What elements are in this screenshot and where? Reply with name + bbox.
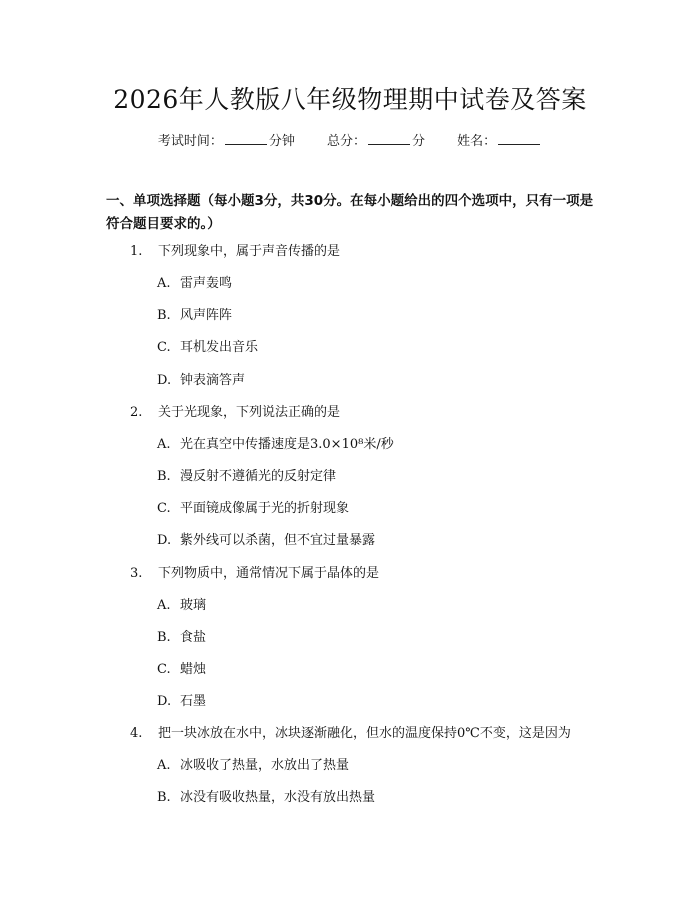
- question-stem: 把一块冰放在水中，冰块逐渐融化，但水的温度保持0℃不变，这是因为: [158, 726, 571, 742]
- answer-option: [0, 690, 700, 722]
- total-score-field: [327, 134, 429, 149]
- question-list: [0, 240, 700, 819]
- option-letter: A.: [157, 597, 171, 613]
- option-text: 紫外线可以杀菌，但不宜过量暴露: [180, 533, 376, 549]
- question-number: 2.: [130, 404, 143, 420]
- answer-option: [0, 626, 700, 658]
- option-text: 玻璃: [180, 597, 207, 613]
- answer-option: [0, 529, 700, 561]
- option-text: 冰吸收了热量，水放出了热量: [180, 758, 350, 774]
- option-text: 蜡烛: [180, 661, 207, 677]
- answer-option: [0, 465, 700, 497]
- option-letter: A.: [157, 276, 171, 291]
- option-letter: C.: [157, 340, 171, 356]
- option-text: 食盐: [180, 629, 207, 645]
- option-text: 风声阵阵: [180, 308, 233, 324]
- student-name-blank: [498, 132, 540, 145]
- question-number: 3.: [130, 565, 143, 581]
- question-number: 4.: [130, 726, 143, 742]
- answer-option: [0, 658, 700, 690]
- total-score-unit: 分: [412, 134, 426, 149]
- exam-time-blank: [225, 132, 267, 145]
- option-letter: D.: [157, 694, 172, 710]
- question-4: [0, 722, 700, 754]
- student-name-field: [457, 134, 542, 149]
- option-letter: C.: [157, 501, 171, 517]
- question-stem: 下列物质中，通常情况下属于晶体的是: [158, 565, 380, 581]
- question-number: 1.: [130, 244, 143, 259]
- answer-option: [0, 369, 700, 401]
- answer-option: [0, 433, 700, 465]
- option-text: 冰没有吸收热量，水没有放出热量: [180, 790, 376, 806]
- option-text: 耳机发出音乐: [180, 340, 259, 356]
- option-letter: B.: [157, 468, 171, 484]
- option-text: 石墨: [180, 694, 207, 710]
- question-stem: 下列现象中，属于声音传播的是: [158, 244, 341, 259]
- option-text: 钟表滴答声: [180, 372, 246, 388]
- answer-option: [0, 304, 700, 336]
- page-title: 2026年人教版八年级物理期中试卷及答案: [113, 85, 587, 114]
- answer-option: [0, 754, 700, 786]
- option-text: 漫反射不遵循光的反射定律: [180, 468, 337, 484]
- total-score-label: 总分：: [326, 134, 366, 149]
- exam-time-unit: 分钟: [268, 134, 295, 149]
- option-letter: B.: [157, 308, 171, 324]
- answer-option: [0, 594, 700, 626]
- exam-time-label: 考试时间：: [157, 134, 223, 149]
- exam-info-line: [0, 132, 700, 151]
- exam-time-field: [158, 134, 299, 149]
- option-letter: A.: [157, 436, 171, 452]
- option-text: 平面镜成像属于光的折射现象: [180, 501, 350, 517]
- option-letter: D.: [157, 533, 172, 549]
- option-letter: C.: [157, 661, 171, 677]
- answer-option: [0, 786, 700, 818]
- question-3: [0, 562, 700, 594]
- answer-option: [0, 497, 700, 529]
- option-letter: B.: [157, 629, 171, 645]
- question-2: [0, 401, 700, 433]
- total-score-blank: [368, 132, 410, 145]
- answer-option: [0, 272, 700, 304]
- option-text: 雷声轰鸣: [180, 276, 233, 291]
- answer-option: [0, 336, 700, 368]
- option-letter: B.: [157, 790, 171, 806]
- option-letter: A.: [157, 758, 171, 774]
- student-name-label: 姓名：: [457, 134, 497, 149]
- section-heading: 一、单项选择题（每小题3分，共30分。在每小题给出的四个选项中，只有一项是符合题目要求的。）: [106, 193, 594, 232]
- question-stem: 关于光现象，下列说法正确的是: [158, 404, 341, 420]
- question-1: [0, 240, 700, 272]
- option-letter: D.: [157, 372, 172, 388]
- option-text: 光在真空中传播速度是3.0×10⁸米/秒: [180, 436, 394, 452]
